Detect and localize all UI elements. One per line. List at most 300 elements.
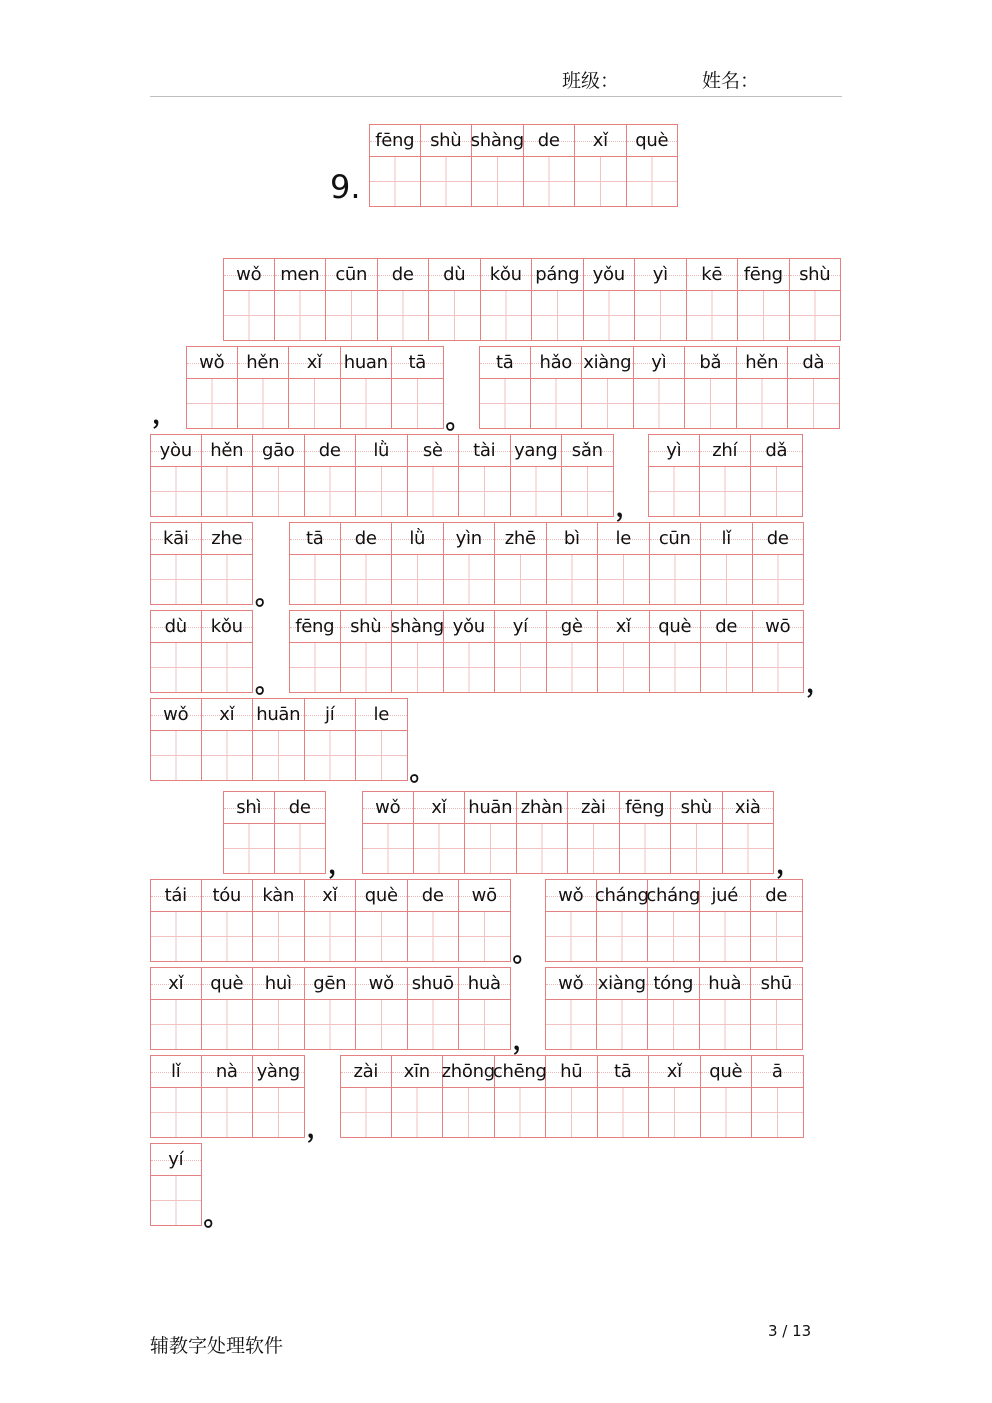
tianzige-cell <box>341 346 393 429</box>
character-writing-box[interactable] <box>421 157 472 206</box>
tianzige-cell <box>594 879 649 962</box>
tianzige-cell <box>598 1055 650 1138</box>
pinyin-text: shàng <box>390 616 444 637</box>
pinyin-box <box>547 523 598 555</box>
pinyin-box <box>408 880 459 912</box>
pinyin-text: xǐ <box>219 704 235 725</box>
pinyin-text: gè <box>560 616 583 637</box>
tianzige-cell <box>150 698 202 781</box>
pinyin-text: hǎo <box>539 352 573 373</box>
character-writing-box[interactable] <box>408 467 459 516</box>
tianzige-group <box>150 1055 305 1138</box>
tianzige-cell <box>356 434 408 517</box>
pinyin-box <box>790 259 841 291</box>
character-writing-box[interactable] <box>568 824 619 873</box>
tianzige-cell <box>700 434 752 517</box>
pinyin-box <box>723 792 774 824</box>
character-writing-box[interactable] <box>151 731 201 780</box>
pinyin-text: men <box>280 264 320 285</box>
character-writing-box[interactable] <box>790 291 841 340</box>
pinyin-text: zhàn <box>520 797 563 818</box>
tianzige-cell <box>597 967 649 1050</box>
tianzige-cell <box>150 1143 202 1226</box>
pinyin-text: shì <box>236 797 262 818</box>
tianzige-group <box>289 610 804 693</box>
character-writing-box[interactable] <box>547 555 598 604</box>
character-writing-box[interactable] <box>275 824 326 873</box>
pinyin-text: gēn <box>313 973 347 994</box>
tianzige-cell <box>562 434 614 517</box>
pinyin-text: kē <box>701 264 723 285</box>
character-writing-box[interactable] <box>253 467 304 516</box>
tianzige-cell <box>392 610 444 693</box>
pinyin-text: cūn <box>335 264 368 285</box>
pinyin-text: què <box>658 616 692 637</box>
character-writing-box[interactable] <box>723 824 774 873</box>
tianzige-cell <box>671 791 723 874</box>
character-writing-box[interactable] <box>356 912 407 961</box>
tianzige-cell <box>582 346 634 429</box>
character-writing-box[interactable] <box>546 912 596 961</box>
character-writing-box[interactable] <box>472 157 523 206</box>
character-writing-box[interactable] <box>290 643 340 692</box>
character-writing-box[interactable] <box>524 157 575 206</box>
character-writing-box[interactable] <box>752 1088 803 1137</box>
pinyin-box <box>202 435 253 467</box>
character-writing-box[interactable] <box>443 1088 494 1137</box>
pinyin-text: xǐ <box>322 885 338 906</box>
character-writing-box[interactable] <box>650 555 701 604</box>
punctuation-mark: ， <box>776 850 803 880</box>
pinyin-box <box>648 880 699 912</box>
tianzige-group <box>223 791 326 874</box>
pinyin-box <box>151 968 201 1000</box>
character-writing-box[interactable] <box>202 1088 253 1137</box>
pinyin-box <box>649 1056 700 1088</box>
pinyin-text: páng <box>535 264 580 285</box>
pinyin-text: tā <box>306 528 324 549</box>
pinyin-box <box>370 125 420 157</box>
character-writing-box[interactable] <box>649 1088 700 1137</box>
pinyin-box <box>524 125 575 157</box>
tianzige-cell <box>459 879 511 962</box>
pinyin-text: chēng <box>492 1061 547 1082</box>
character-writing-box[interactable] <box>649 467 699 516</box>
character-writing-box[interactable] <box>224 824 274 873</box>
character-writing-box[interactable] <box>187 379 237 428</box>
tianzige-cell <box>648 434 700 517</box>
pinyin-text: shù <box>350 616 382 637</box>
tianzige-cell <box>511 434 563 517</box>
pinyin-box <box>305 880 356 912</box>
pinyin-box <box>584 259 635 291</box>
character-writing-box[interactable] <box>738 291 789 340</box>
pinyin-box <box>238 347 289 379</box>
tianzige-cell <box>202 610 254 693</box>
pinyin-box <box>356 435 407 467</box>
pinyin-text: shù <box>430 130 462 151</box>
tianzige-cell <box>627 124 679 207</box>
header-divider <box>150 96 842 97</box>
tianzige-cell <box>620 791 672 874</box>
character-writing-box[interactable] <box>753 643 804 692</box>
tianzige-cell <box>532 258 584 341</box>
character-writing-box[interactable] <box>700 467 751 516</box>
character-writing-box[interactable] <box>634 379 685 428</box>
pinyin-box <box>472 125 523 157</box>
pinyin-text: hěn <box>210 440 244 461</box>
tianzige-cell <box>648 967 700 1050</box>
pinyin-text: tái <box>164 885 187 906</box>
character-writing-box[interactable] <box>414 824 465 873</box>
character-writing-box[interactable] <box>392 643 443 692</box>
character-writing-box[interactable] <box>275 291 326 340</box>
character-writing-box[interactable] <box>202 1000 253 1049</box>
character-writing-box[interactable] <box>459 912 510 961</box>
character-writing-box[interactable] <box>648 912 699 961</box>
pinyin-box <box>414 792 465 824</box>
punctuation-mark: 。 <box>409 757 436 787</box>
pinyin-text: nà <box>215 1061 238 1082</box>
pinyin-box <box>224 259 274 291</box>
tianzige-cell <box>326 258 378 341</box>
pinyin-text: què <box>210 973 244 994</box>
tianzige-cell <box>392 1055 444 1138</box>
tianzige-group <box>545 967 803 1050</box>
pinyin-text: bǎ <box>699 352 722 373</box>
pinyin-box <box>392 611 443 643</box>
pinyin-box <box>290 611 340 643</box>
character-writing-box[interactable] <box>650 643 701 692</box>
character-writing-box[interactable] <box>341 1088 391 1137</box>
character-writing-box[interactable] <box>392 555 443 604</box>
character-writing-box[interactable] <box>253 912 304 961</box>
pinyin-box <box>701 1056 752 1088</box>
character-writing-box[interactable] <box>495 1088 546 1137</box>
character-writing-box[interactable] <box>253 1088 304 1137</box>
pinyin-box <box>326 259 377 291</box>
pinyin-text: huì <box>264 973 292 994</box>
pinyin-box <box>408 968 459 1000</box>
tianzige-cell <box>751 434 803 517</box>
tianzige-cell <box>568 791 620 874</box>
character-writing-box[interactable] <box>341 379 392 428</box>
character-writing-box[interactable] <box>481 291 532 340</box>
tianzige-cell <box>547 522 599 605</box>
pinyin-box <box>151 699 201 731</box>
character-writing-box[interactable] <box>459 467 510 516</box>
character-writing-box[interactable] <box>305 731 356 780</box>
character-writing-box[interactable] <box>305 1000 356 1049</box>
pinyin-text: kǒu <box>489 264 522 285</box>
pinyin-box <box>459 880 510 912</box>
character-writing-box[interactable] <box>378 291 429 340</box>
pinyin-box <box>700 880 751 912</box>
character-writing-box[interactable] <box>635 291 686 340</box>
character-writing-box[interactable] <box>408 912 459 961</box>
page-number: 3 / 13 <box>768 1322 812 1340</box>
character-writing-box[interactable] <box>392 379 443 428</box>
character-writing-box[interactable] <box>290 555 340 604</box>
character-writing-box[interactable] <box>575 157 626 206</box>
pinyin-box <box>202 968 253 1000</box>
pinyin-text: hū <box>560 1061 583 1082</box>
tianzige-cell <box>150 522 202 605</box>
pinyin-text: yí <box>512 616 528 637</box>
character-writing-box[interactable] <box>546 1088 597 1137</box>
pinyin-text: hěn <box>246 352 280 373</box>
tianzige-cell <box>202 522 254 605</box>
pinyin-text: tā <box>614 1061 632 1082</box>
character-writing-box[interactable] <box>751 912 802 961</box>
tianzige-cell <box>649 1055 701 1138</box>
tianzige-cell <box>700 879 752 962</box>
character-writing-box[interactable] <box>151 467 201 516</box>
character-writing-box[interactable] <box>224 291 274 340</box>
character-writing-box[interactable] <box>151 1088 201 1137</box>
pinyin-text: xīn <box>403 1061 430 1082</box>
pinyin-box <box>582 347 633 379</box>
character-writing-box[interactable] <box>408 1000 459 1049</box>
pinyin-box <box>650 523 701 555</box>
tianzige-cell <box>356 967 408 1050</box>
tianzige-cell <box>546 1055 598 1138</box>
tianzige-cell <box>150 434 202 517</box>
tianzige-cell <box>648 879 700 962</box>
pinyin-text: jué <box>711 885 739 906</box>
character-writing-box[interactable] <box>627 157 678 206</box>
pinyin-text: lǜ <box>409 528 426 549</box>
character-writing-box[interactable] <box>701 1088 752 1137</box>
character-writing-box[interactable] <box>305 912 356 961</box>
tianzige-cell <box>253 967 305 1050</box>
character-writing-box[interactable] <box>202 912 253 961</box>
character-writing-box[interactable] <box>444 555 495 604</box>
character-writing-box[interactable] <box>751 1000 802 1049</box>
character-writing-box[interactable] <box>671 824 722 873</box>
punctuation-mark: 。 <box>255 669 282 699</box>
tianzige-group <box>150 698 408 781</box>
pinyin-box <box>224 792 274 824</box>
pinyin-box <box>495 523 546 555</box>
pinyin-text: huān <box>256 704 301 725</box>
pinyin-box <box>275 792 326 824</box>
character-writing-box[interactable] <box>151 643 201 692</box>
character-writing-box[interactable] <box>598 555 649 604</box>
character-writing-box[interactable] <box>305 467 356 516</box>
pinyin-text: què <box>635 130 669 151</box>
pinyin-text: lǜ <box>373 440 390 461</box>
tianzige-cell <box>253 1055 305 1138</box>
tianzige-cell <box>531 346 583 429</box>
tianzige-cell <box>362 791 414 874</box>
character-writing-box[interactable] <box>253 731 304 780</box>
character-writing-box[interactable] <box>701 643 752 692</box>
character-writing-box[interactable] <box>788 379 839 428</box>
pinyin-text: xǐ <box>615 616 631 637</box>
character-writing-box[interactable] <box>459 1000 510 1049</box>
character-writing-box[interactable] <box>495 555 546 604</box>
tianzige-cell <box>421 124 473 207</box>
tianzige-group <box>340 1055 804 1138</box>
character-writing-box[interactable] <box>687 291 738 340</box>
tianzige-cell <box>305 434 357 517</box>
character-writing-box[interactable] <box>341 643 392 692</box>
tianzige-cell <box>479 346 531 429</box>
character-writing-box[interactable] <box>465 824 516 873</box>
character-writing-box[interactable] <box>356 1000 407 1049</box>
tianzige-cell <box>414 791 466 874</box>
pinyin-box <box>289 347 340 379</box>
character-writing-box[interactable] <box>598 643 649 692</box>
character-writing-box[interactable] <box>685 379 736 428</box>
tianzige-cell <box>650 610 702 693</box>
character-writing-box[interactable] <box>444 643 495 692</box>
character-writing-box[interactable] <box>562 467 613 516</box>
tianzige-cell <box>202 967 254 1050</box>
pinyin-box <box>253 1056 304 1088</box>
character-writing-box[interactable] <box>202 467 253 516</box>
tianzige-group <box>150 522 253 605</box>
character-writing-box[interactable] <box>356 731 407 780</box>
tianzige-cell <box>408 879 460 962</box>
character-writing-box[interactable] <box>363 824 413 873</box>
pinyin-box <box>701 611 752 643</box>
character-writing-box[interactable] <box>753 555 804 604</box>
pinyin-text: cháng <box>594 885 649 906</box>
character-writing-box[interactable] <box>151 555 201 604</box>
pinyin-box <box>151 1056 201 1088</box>
character-writing-box[interactable] <box>238 379 289 428</box>
pinyin-box <box>737 347 788 379</box>
pinyin-box <box>620 792 671 824</box>
punctuation-mark: ， <box>512 1026 539 1056</box>
pinyin-text: gāo <box>261 440 295 461</box>
tianzige-cell <box>238 346 290 429</box>
character-writing-box[interactable] <box>517 824 568 873</box>
pinyin-text: dù <box>443 264 466 285</box>
pinyin-box <box>751 968 802 1000</box>
tianzige-group <box>479 346 840 429</box>
character-writing-box[interactable] <box>547 643 598 692</box>
character-writing-box[interactable] <box>392 1088 443 1137</box>
character-writing-box[interactable] <box>737 379 788 428</box>
character-writing-box[interactable] <box>151 1000 201 1049</box>
character-writing-box[interactable] <box>597 912 648 961</box>
pinyin-box <box>788 347 839 379</box>
pinyin-box <box>151 611 201 643</box>
character-writing-box[interactable] <box>700 912 751 961</box>
character-writing-box[interactable] <box>253 1000 304 1049</box>
pinyin-text: kàn <box>262 885 295 906</box>
tianzige-cell <box>356 698 408 781</box>
tianzige-cell <box>481 258 533 341</box>
character-writing-box[interactable] <box>480 379 530 428</box>
pinyin-text: yang <box>514 440 558 461</box>
character-writing-box[interactable] <box>370 157 420 206</box>
tianzige-group <box>150 1143 202 1226</box>
pinyin-box <box>649 435 699 467</box>
pinyin-box <box>495 611 546 643</box>
character-writing-box[interactable] <box>495 643 546 692</box>
pinyin-box <box>598 611 649 643</box>
character-writing-box[interactable] <box>151 912 201 961</box>
character-writing-box[interactable] <box>202 555 253 604</box>
tianzige-cell <box>253 698 305 781</box>
character-writing-box[interactable] <box>648 1000 699 1049</box>
character-writing-box[interactable] <box>701 555 752 604</box>
character-writing-box[interactable] <box>341 555 392 604</box>
pinyin-text: wǒ <box>368 973 394 994</box>
pinyin-box <box>480 347 530 379</box>
pinyin-text: yǒu <box>592 264 625 285</box>
tianzige-cell <box>429 258 481 341</box>
pinyin-box <box>568 792 619 824</box>
character-writing-box[interactable] <box>356 467 407 516</box>
pinyin-box <box>151 1144 201 1176</box>
pinyin-text: wǒ <box>558 973 584 994</box>
tianzige-cell <box>650 522 702 605</box>
character-writing-box[interactable] <box>531 379 582 428</box>
character-writing-box[interactable] <box>289 379 340 428</box>
pinyin-text: dà <box>802 352 825 373</box>
tianzige-cell <box>392 522 444 605</box>
character-writing-box[interactable] <box>202 731 253 780</box>
character-writing-box[interactable] <box>202 643 253 692</box>
character-writing-box[interactable] <box>751 467 802 516</box>
pinyin-box <box>443 1056 494 1088</box>
character-writing-box[interactable] <box>582 379 633 428</box>
tianzige-cell <box>751 879 803 962</box>
character-writing-box[interactable] <box>620 824 671 873</box>
pinyin-box <box>202 1056 253 1088</box>
pinyin-text: fēng <box>295 616 335 637</box>
character-writing-box[interactable] <box>151 1176 201 1225</box>
pinyin-text: fēng <box>743 264 783 285</box>
pinyin-text: zài <box>353 1061 379 1082</box>
character-writing-box[interactable] <box>598 1088 649 1137</box>
pinyin-text: lǐ <box>171 1061 181 1082</box>
pinyin-text: wǒ <box>558 885 584 906</box>
character-writing-box[interactable] <box>584 291 635 340</box>
pinyin-text: kǒu <box>210 616 243 637</box>
lesson-number: 9. <box>330 168 361 206</box>
pinyin-text: tā <box>408 352 426 373</box>
character-writing-box[interactable] <box>597 1000 648 1049</box>
tianzige-cell <box>289 522 341 605</box>
character-writing-box[interactable] <box>326 291 377 340</box>
character-writing-box[interactable] <box>546 1000 596 1049</box>
pinyin-text: shàng <box>470 130 524 151</box>
pinyin-box <box>392 523 443 555</box>
tianzige-cell <box>517 791 569 874</box>
character-writing-box[interactable] <box>700 1000 751 1049</box>
character-writing-box[interactable] <box>511 467 562 516</box>
pinyin-box <box>290 523 340 555</box>
pinyin-box <box>151 523 201 555</box>
pinyin-box <box>685 347 736 379</box>
pinyin-text: dù <box>164 616 187 637</box>
tianzige-cell <box>223 258 275 341</box>
pinyin-text: yì <box>651 352 667 373</box>
pinyin-text: bì <box>563 528 580 549</box>
pinyin-box <box>650 611 701 643</box>
pinyin-text: cháng <box>646 885 701 906</box>
tianzige-cell <box>598 610 650 693</box>
tianzige-group <box>545 879 803 962</box>
character-writing-box[interactable] <box>532 291 583 340</box>
character-writing-box[interactable] <box>429 291 480 340</box>
